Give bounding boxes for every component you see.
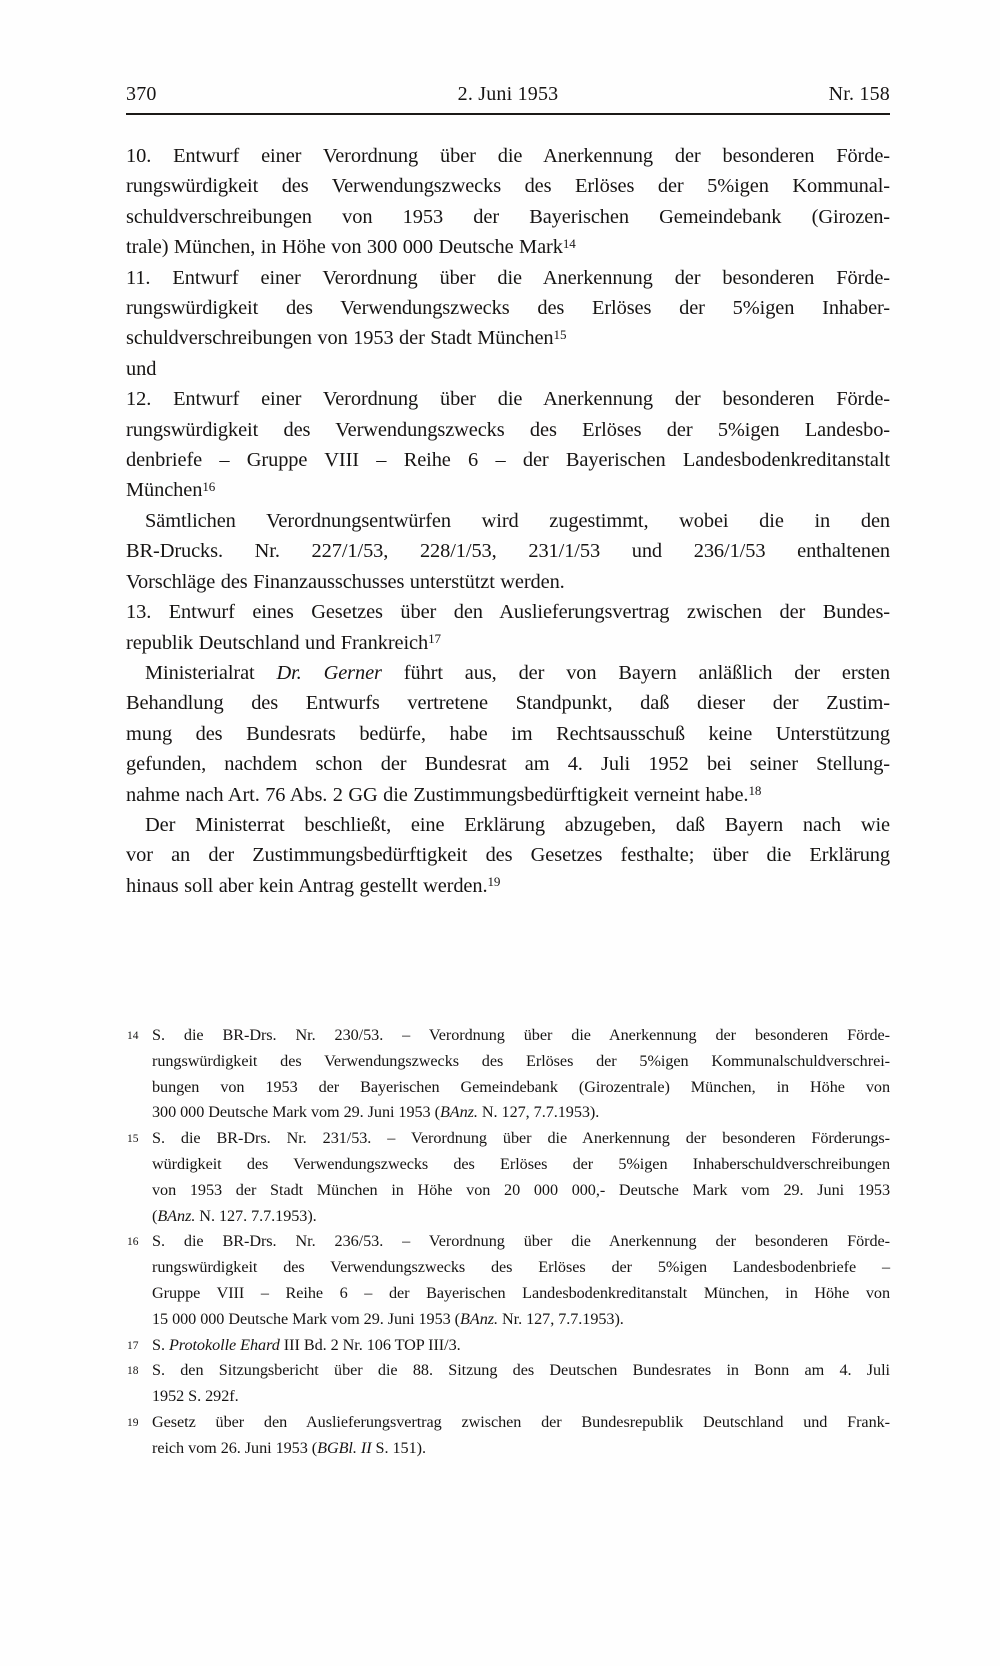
paragraph xyxy=(126,506,890,597)
footnote-ref: 15 xyxy=(553,326,567,342)
text-line xyxy=(126,628,890,658)
text-run: 300 000 Deutsche Mark vom 29. Juni 1953 ( xyxy=(152,1103,440,1122)
paragraph xyxy=(126,141,890,263)
text-run: S. die BR-Drs. Nr. 230/53. – Verordnung über die Anerkennung der besonderen Förde- xyxy=(152,1026,890,1044)
text-line xyxy=(152,1410,890,1436)
text-line xyxy=(152,1152,890,1178)
text-run: von 1953 der Stadt München in Höhe von 20 000 000,- Deutsche Mark vom 29. Juni 1953 xyxy=(152,1180,890,1199)
text-run: N. 127. 7.7.1953). xyxy=(195,1206,317,1225)
footnote-ref: 19 xyxy=(487,874,501,890)
text-run: denbriefe – Gruppe VIII – Reihe 6 – der Bayerischen Landesbodenkreditanstalt xyxy=(126,449,890,472)
text-line xyxy=(126,415,890,445)
footnote-ref: 17 xyxy=(428,631,441,647)
text-line xyxy=(126,475,890,505)
text-run: 11. Entwurf einer Verordnung über die Anerkennung der besonderen Förde- xyxy=(126,266,890,289)
footnote-marker: 16 xyxy=(127,1236,139,1249)
text-line xyxy=(126,658,890,688)
text-run: und xyxy=(126,357,157,380)
text-run: Gesetz über den Auslieferungsvertrag zwischen der Bundesrepublik Deutschland und Frank- xyxy=(152,1412,890,1431)
paragraph xyxy=(126,263,890,354)
text-run: Ministerialrat xyxy=(145,661,277,684)
text-line xyxy=(152,1204,890,1230)
paragraph xyxy=(126,384,890,506)
text-run: Der Ministerrat beschließt, eine Erklärung abzugeben, daß Bayern nach wie xyxy=(145,813,890,836)
text-run: republik Deutschland und Frankreich xyxy=(126,631,429,654)
text-line xyxy=(152,1358,890,1384)
text-run: 1952 S. 292f. xyxy=(152,1387,239,1406)
text-line xyxy=(126,536,890,566)
footnotes-section xyxy=(126,1023,890,1462)
text-line xyxy=(152,1023,890,1049)
text-line xyxy=(126,506,890,536)
footnote-marker: 17 xyxy=(127,1339,139,1352)
text-run: S. die BR-Drs. Nr. 231/53. – Verordnung über die Anerkennung der besonderen Förderungs- xyxy=(152,1129,890,1148)
italic-text: BAnz. xyxy=(157,1206,196,1225)
text-run: würdigkeit des Verwendungszwecks des Erlöses der 5%igen Inhaberschuldverschreibungen xyxy=(152,1154,890,1173)
italic-text: BGBl. II xyxy=(317,1438,372,1457)
text-line xyxy=(152,1100,890,1126)
text-run: S. die BR-Drs. Nr. 236/53. – Verordnung über die Anerkennung der besonderen Förde- xyxy=(152,1232,890,1251)
text-run: N. 127, 7.7.1953). xyxy=(477,1103,600,1122)
text-line xyxy=(126,567,890,597)
text-line xyxy=(126,688,890,718)
text-run: III Bd. 2 Nr. 106 TOP III/3. xyxy=(279,1335,461,1354)
text-run: führt aus, der von Bayern anläßlich der ersten xyxy=(381,661,890,684)
text-run: Gruppe VIII – Reihe 6 – der Bayerischen Landesbodenkreditanstalt München, in Höhe von xyxy=(152,1283,890,1302)
footnote-ref: 14 xyxy=(562,235,576,251)
text-run: mung des Bundesrats bedürfe, habe im Rechtsausschuß keine Unterstützung xyxy=(126,722,890,745)
paragraph xyxy=(126,658,890,810)
text-line xyxy=(126,597,890,627)
text-run: hinaus soll aber kein Antrag gestellt werden. xyxy=(126,874,488,897)
paragraph xyxy=(126,354,890,384)
text-run: BR-Drucks. Nr. 227/1/53, 228/1/53, 231/1/53 und 236/1/53 enthaltenen xyxy=(126,540,890,563)
text-run: schuldverschreibungen von 1953 der Bayerischen Gemeindebank (Girozen- xyxy=(126,205,890,228)
text-run: trale) München, in Höhe von 300 000 Deutsche Mark xyxy=(126,236,563,259)
text-line xyxy=(152,1436,890,1462)
text-line xyxy=(152,1126,890,1152)
text-run: Vorschläge des Finanzausschusses unterstützt werden. xyxy=(126,570,565,593)
text-run: Behandlung des Entwurfs vertretene Standpunkt, daß dieser der Zustim- xyxy=(126,692,890,715)
text-line xyxy=(152,1281,890,1307)
italic-text: BAnz. xyxy=(439,1103,478,1122)
text-run: schuldverschreibungen von 1953 der Stadt München xyxy=(126,327,554,350)
footnote-marker: 18 xyxy=(127,1365,139,1378)
paragraph xyxy=(126,597,890,658)
text-line xyxy=(152,1049,890,1075)
text-run: rungswürdigkeit des Verwendungszwecks des Erlöses der 5%igen Landesbo- xyxy=(126,418,890,441)
text-run: rungswürdigkeit des Verwendungszwecks des Erlöses der 5%igen Kommunal- xyxy=(126,175,890,198)
text-run: 13. Entwurf eines Gesetzes über den Auslieferungsvertrag zwischen der Bundes- xyxy=(126,601,890,624)
text-run: Nr. 127, 7.7.1953). xyxy=(498,1309,624,1328)
italic-text: Dr. Gerner xyxy=(276,661,382,684)
text-line xyxy=(152,1255,890,1281)
footnote-ref: 18 xyxy=(748,783,762,799)
text-line xyxy=(126,780,890,810)
text-line xyxy=(126,263,890,293)
text-line xyxy=(152,1307,890,1333)
footnote xyxy=(126,1358,890,1410)
text-run: gefunden, nachdem schon der Bundesrat am 4. Juli 1952 bei seiner Stellung- xyxy=(126,753,890,776)
text-run: rungswürdigkeit des Verwendungszwecks des Erlöses der 5%igen Kommunalschuldverschrei- xyxy=(152,1051,890,1070)
italic-text: Protokolle Ehard xyxy=(168,1335,280,1354)
text-line xyxy=(152,1333,890,1359)
text-line xyxy=(126,384,890,414)
header-date: 2. Juni 1953 xyxy=(457,83,559,105)
text-run: 12. Entwurf einer Verordnung über die Anerkennung der besonderen Förde- xyxy=(126,388,890,411)
text-run: S. xyxy=(152,1335,169,1354)
text-line xyxy=(126,354,890,384)
text-line xyxy=(152,1229,890,1255)
body-text xyxy=(126,141,890,901)
text-run: vor an der Zustimmungsbedürftigkeit des Gesetzes festhalte; über die Erklärung xyxy=(126,844,890,867)
footnote-ref: 16 xyxy=(202,479,216,494)
text-line xyxy=(126,840,890,870)
footnote xyxy=(126,1333,890,1359)
text-line xyxy=(126,202,890,232)
issue-number: Nr. 158 xyxy=(828,83,890,105)
footnote xyxy=(126,1410,890,1462)
page-number: 370 xyxy=(126,83,157,105)
text-line xyxy=(126,719,890,749)
footnote-marker: 15 xyxy=(127,1133,139,1146)
paragraph xyxy=(126,810,890,901)
text-line xyxy=(126,749,890,779)
text-line xyxy=(126,232,890,262)
text-line xyxy=(152,1075,890,1101)
text-line xyxy=(126,171,890,201)
text-run: nahme nach Art. 76 Abs. 2 GG die Zustimmungsbedürftigkeit verneint habe. xyxy=(126,783,749,806)
footnote xyxy=(126,1126,890,1229)
footnote-marker: 19 xyxy=(127,1416,139,1429)
text-run: 10. Entwurf einer Verordnung über die Anerkennung der besonderen Förde- xyxy=(126,145,890,167)
text-run: München xyxy=(126,479,203,502)
footnote xyxy=(126,1229,890,1332)
text-run: S. den Sitzungsbericht über die 88. Sitzung des Deutschen Bundesrates in Bonn am 4. Juli xyxy=(152,1361,890,1380)
text-run: bungen von 1953 der Bayerischen Gemeindebank (Girozentrale) München, in Höhe von xyxy=(152,1077,890,1096)
footnote xyxy=(126,1023,890,1126)
text-line xyxy=(152,1178,890,1204)
text-run: reich vom 26. Juni 1953 ( xyxy=(152,1438,318,1457)
text-line xyxy=(126,323,890,353)
text-line xyxy=(126,293,890,323)
text-run: rungswürdigkeit des Verwendungszwecks des Erlöses der 5%igen Inhaber- xyxy=(126,297,890,320)
running-head xyxy=(126,83,890,115)
text-line xyxy=(126,141,890,171)
text-run: Sämtlichen Verordnungsentwürfen wird zugestimmt, wobei die in den xyxy=(145,509,890,532)
text-run: S. 151). xyxy=(371,1438,426,1457)
text-line xyxy=(152,1384,890,1410)
text-run: 15 000 000 Deutsche Mark vom 29. Juni 1953 ( xyxy=(152,1309,461,1328)
text-line xyxy=(126,445,890,475)
text-run: rungswürdigkeit des Verwendungszwecks des Erlöses der 5%igen Landesbodenbriefe – xyxy=(152,1258,890,1277)
footnote-marker: 14 xyxy=(127,1030,139,1042)
text-line xyxy=(126,810,890,840)
text-line xyxy=(126,871,890,901)
italic-text: BAnz. xyxy=(460,1309,498,1328)
text-run: ( xyxy=(152,1206,158,1225)
